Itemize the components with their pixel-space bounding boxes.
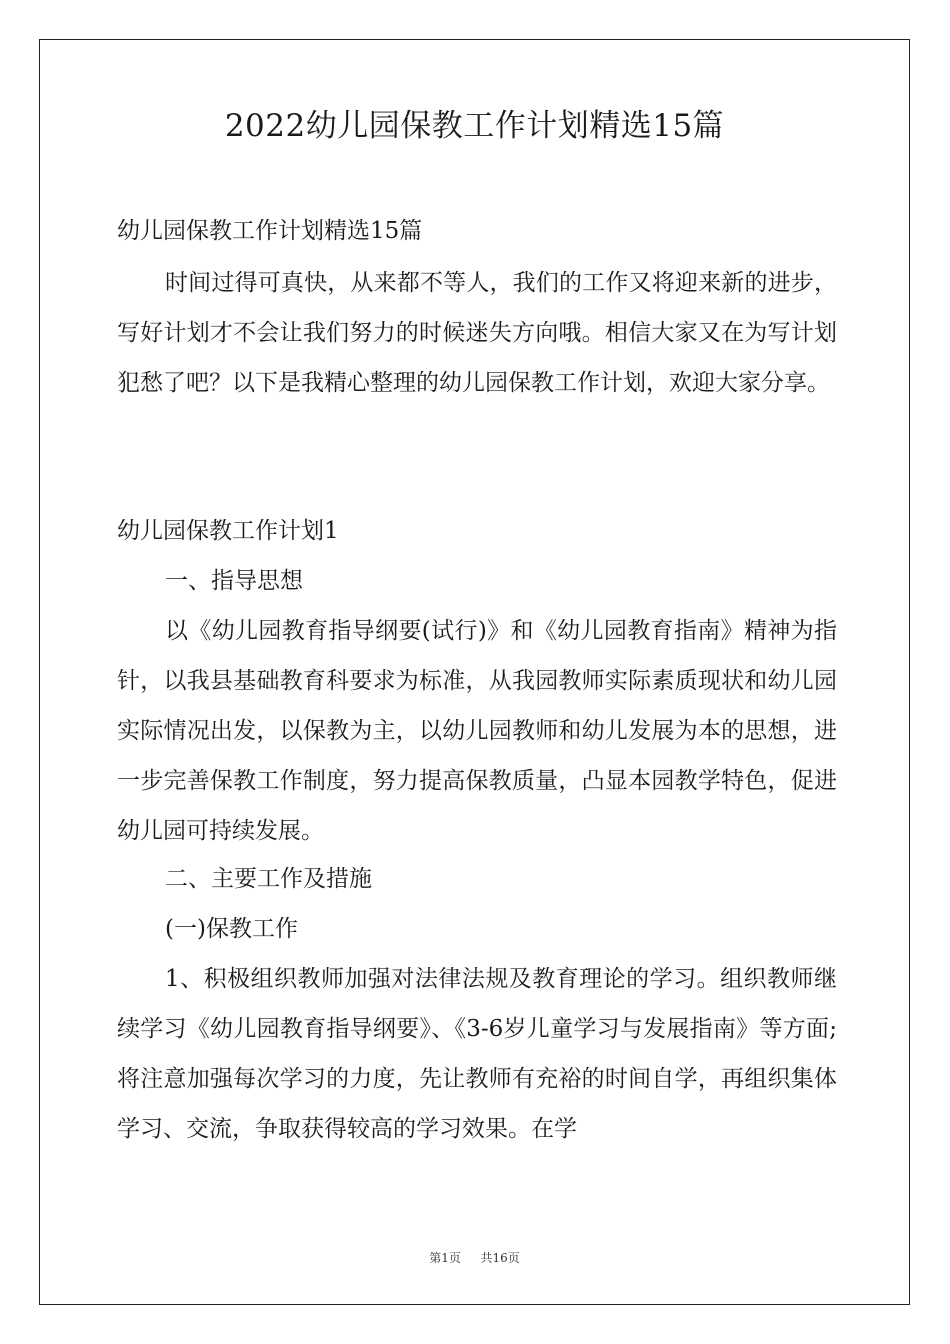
document-title: 2022幼儿园保教工作计划精选15篇 [224, 108, 725, 144]
heading-guiding-thought: 一、指导思想 [165, 568, 303, 594]
heading-main-work: 二、主要工作及措施 [165, 866, 372, 892]
paragraph-study: 1、积极组织教师加强对法律法规及教育理论的学习。组织教师继续学习《幼儿园教育指导纲要》、《3-6岁儿童学习与发展指南》等方面;将注意加强每次学习的力度，先让教师有充裕的时间自学，再组织集体学习、交流，争取获得较高的学习效果。在学 [117, 966, 837, 1142]
page-total: 共16页 [480, 1251, 520, 1265]
paragraph-guiding-thought: 以《幼儿园教育指导纲要(试行)》和《幼儿园教育指南》精神为指针，以我县基础教育科要求为标准，从我园教师实际素质现状和幼儿园实际情况出发，以保教为主，以幼儿园教师和幼儿发展为本的思想，进一步完善保教工作制度，努力提高保教质量，凸显本园教学特色，促进幼儿园可持续发展。 [117, 618, 837, 844]
page-footer [39, 1250, 910, 1266]
intro-paragraph: 时间过得可真快，从来都不等人，我们的工作又将迎来新的进步，写好计划才不会让我们努力的时候迷失方向哦。相信大家又在为写计划犯愁了吧？以下是我精心整理的幼儿园保教工作计划，欢迎大家分享。 [117, 270, 837, 396]
page-number: 第1页 [429, 1251, 461, 1265]
section-title: 幼儿园保教工作计划1 [117, 518, 339, 544]
heading-care-education: (一)保教工作 [165, 916, 298, 942]
document-subtitle: 幼儿园保教工作计划精选15篇 [117, 218, 423, 244]
